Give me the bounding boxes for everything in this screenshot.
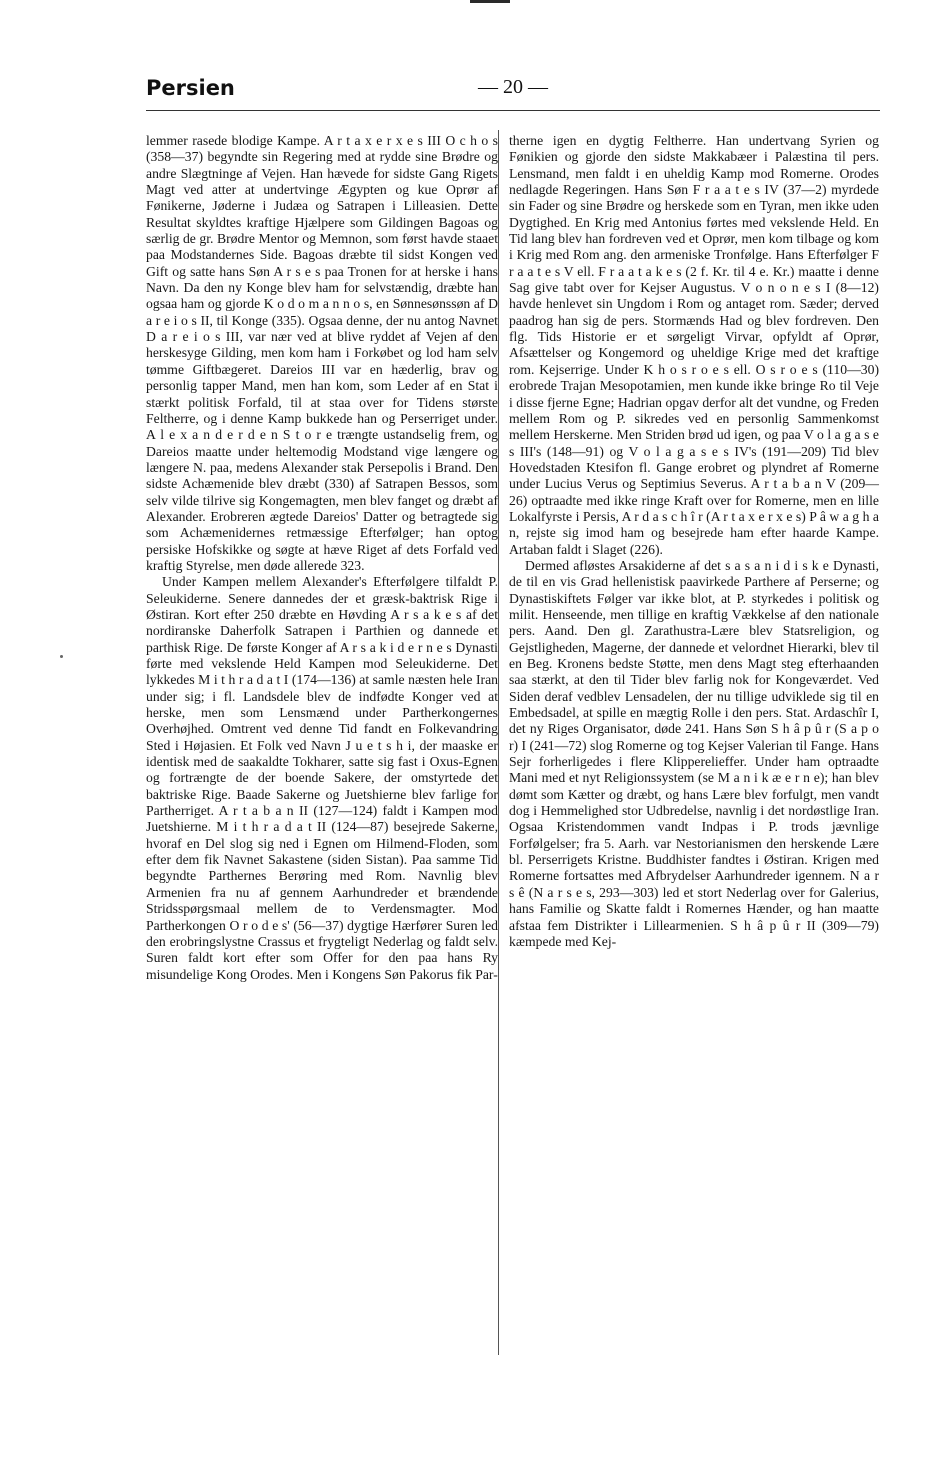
top-edge-mark <box>470 0 510 3</box>
paragraph: Dermed afløstes Arsakiderne af det s a s a n i d i s k e Dynasti, de til en vis Grad hellenistisk paavirkede Parthere af Perserne; og Dynastiskiftets Følger var ikke blot, at P. styrkedes i politisk og milit. Henseende, men tillige en kraftig Vækkelse af den nationale pers. Aand. Den gl. Zarathustra-Lære blev Statsreligion, og Gejstligheden, Magerne, der dannede et velordnet Hierarki, blev til en Beg. Kronens bedste Støtte, men dens Magt steg efterhaanden saa stærkt, at den til Tider blev farlig nok for Kongeværdet. Ved Siden deraf vedblev Lensadelen, der nu tillige udviklede sig til en Embedsadel, at spille en mægtig Rolle i den pers. Stat. Ardaschîr I, det ny Riges Organisator, døde 241. Hans Søn S h â p û r (S a p o r) I (241—72) slog Romerne og tog Kejser Valerian til Fange. Hans Sejr forherligedes i flere Klipperelieffer. Under ham optraadte Mani med et nyt Religionssystem (se M a n i k æ e r n e); han blev dømt som Kætter og dræbt, og hans Lære blev forfulgt, men vandt dog i Hemmelighed stor Udbredelse, navnlig i det nordøstlige Iran. Ogsaa Kristendommen vandt Indpas i P. trods jævnlige Forfølgelser; fra 5. Aarh. var Nestorianismen den herskende Lære bl. Perserrigets Kristne. Buddhister fandtes i Østiran. Krigen med Romerne fortsattes med Afbrydelser Aarhundreder igennem. N a r s ê (N a r s e s, 293—303) led et stort Nederlag over for Galerius, hans Familie og Skatte faldt i Romernes Hænder, og han maatte afstaa fem Distrikter i Lillearmenien. S h â p û r II (309—79) kæmpede med Kej- <box>509 557 879 949</box>
section-title: Persien <box>146 76 235 100</box>
right-column <box>509 133 879 950</box>
page-header <box>146 70 880 110</box>
column-divider <box>498 130 499 1355</box>
paragraph: lemmer rasede blodige Kampe. A r t a x e r x e s III O c h o s (358—37) begyndte sin Regering med at rydde sine Brødre og andre Slægtninge af Vejen. Han hævede for sidste Gang Rigets Magt ved atter at undertvinge Ægypten og kue Oprør af Fønikerne, Jøderne i Judæa og Satrapen i Lilleasien. Dette Resultat skyldtes kraftige Hjælpere som Gildingen Bagoas og særlig de gr. Brødre Mentor og Memnon, som først havde staaet paa Modstandernes Side. Bagoas dræbte til sidst Kongen ved Gift og satte hans Søn A r s e s paa Tronen for at herske i hans Navn. Da den ny Konge blev ham for selvstændig, dræbte han ogsaa ham og gjorde K o d o m a n n o s, en Sønnesønssøn af D a r e i o s II, til Konge (335). Ogsaa denne, der nu antog Navnet D a r e i o s III, var nær ved at blive ryddet af Vejen af den herskesyge Gilding, men kom ham i Forkøbet og lod ham selv tømme Giftbægeret. Dareios III var en hæderlig, brav og personlig tapper Mand, men han kom, som Leder af en Stat i stærkt politisk Forfald, til at staa over for Tidens største Feltherre, og i denne Kamp bukkede han og Perserriget under. A l e x a n d e r d e n S t o r e trængte ustandselig frem, og Dareios maatte under heltemodig Modstand vige længere og længere N. paa, medens Alexander stak Persepolis i Brand. Den sidste Achæmenide blev dræbt (330) af Satrapen Bessos, som selv vilde tilrive sig Kongemagten, men blev fanget og dræbt af Alexander. Erobreren ægtede Dareios' Datter og betragtede sig som Achæmenidernes retmæssige Efterfølger; han optog persiske Hofskikke og søgte at hæve Riget af dets Forfald ved kraftig Styrelse, men døde allerede 323. <box>146 133 498 573</box>
scan-speck <box>60 655 63 658</box>
paragraph: therne igen en dygtig Feltherre. Han undertvang Syrien og Fønikien og gjorde den sidste Makkabæer i Palæstina til pers. Lensmand, men faldt i en uheldig Kamp mod Romerne. Orodes nedlagde Regeringen. Hans Søn F r a a t e s IV (37—2) myrdede sin Fader og sine Brødre og herskede som en Tyran, men ikke uden Dygtighed. En Krig med Antonius førtes med vekslende Held. En Tid lang blev han fordreven ved et Oprør, men kom tilbage og kom i Krig med Rom ang. den armeniske Tronfølge. Hans Efterfølger F r a a t e s V ell. F r a a t a k e s (2 f. Kr. til 4 e. Kr.) maatte i denne Sag give tabt over for Kejser Augustus. V o n o n e s I (8—12) havde henlevet sin Ungdom i Rom og antaget rom. Sæder; derved paadrog han sig de pers. Stormænds Had og blev fordreven. Den flg. Tids Historie er et sørgeligt Virvar, opfyldt af Oprør, Afsættelser og Kongemord og uheldige Krige med det kraftige rom. Kejserrige. Under K h o s r o e s ell. O s r o e s (110—30) erobrede Trajan Mesopotamien, men kunde ikke bringe Ro til Veje i disse fjerne Egne; Hadrian opgav derfor alt det vundne, og Freden mellem Rom og P. sikredes ved en personlig Sammenkomst mellem Herskerne. Men Striden brød ud igen, og paa V o l a g a s e s III's (148—91) og V o l a g a s e s IV's (191—209) Tid blev Hovedstaden Ktesifon fl. Gange erobret og plyndret af Romerne under Lucius Verus og Septimius Severus. A r t a b a n V (209—26) optraadte med ikke ringe Kraft over for Romerne, men en lille Lokalfyrste i Persis, A r d a s c h î r (A r t a x e r x e s) P â w a g h a n, rejste sig imod ham og besejrede ham efter haarde Kampe. Artaban faldt i Slaget (226). <box>509 133 879 557</box>
page-number: — 20 — <box>478 76 548 98</box>
left-column <box>146 133 498 983</box>
header-rule <box>146 110 880 111</box>
paragraph: Under Kampen mellem Alexander's Efterfølgere tilfaldt P. Seleukiderne. Senere dannedes der et græsk-baktrisk Rige i Østiran. Kort efter 250 dræbte en Høvding A r s a k e s af det nordiranske Daherfolk Satrapen i Parthien og dannede et parthisk Rige. De første Konger af A r s a k i d e r n e s Dynasti førte med vekslende Held Kampen mod Seleukiderne. Det lykkedes M i t h r a d a t I (174—136) at samle næsten hele Iran under sig; i fl. Landsdele blev de indfødte Konger ved at herske, men som Lensmænd under Partherkongernes Overhøjhed. Omtrent ved denne Tid fandt en Folkevandring Sted i Højasien. Et Folk ved Navn J u e t s h i, der maaske er identisk med de saakaldte Tokharer, satte sig fast i Oxus-Egnen og fortrængte de der boende Sakere, der omstyrtede det baktriske Rige. Baade Sakerne og Juetshierne blev farlige for Partherriget. A r t a b a n II (127—124) faldt i Kampen mod Juetshierne. M i t h r a d a t II (124—87) besejrede Sakerne, hvoraf en Del slog sig ned i Egnen om Hilmend-Floden, som efter dem fik Navnet Sakastene (siden Sistan). Paa samme Tid begyndte Parthernes Berøring med Rom. Navnlig blev Armenien fra nu af gennem Aarhundreder et brændende Stridsspørgsmaal mellem de to Verdensmagter. Mod Partherkongen O r o d e s' (56—37) dygtige Hærfører Suren led den erobringslystne Crassus et frygteligt Nederlag og faldt selv. Suren faldt kort efter som Offer for den paa hans Ry misundelige Kong Orodes. Men i Kongens Søn Pakorus fik Par- <box>146 574 498 982</box>
